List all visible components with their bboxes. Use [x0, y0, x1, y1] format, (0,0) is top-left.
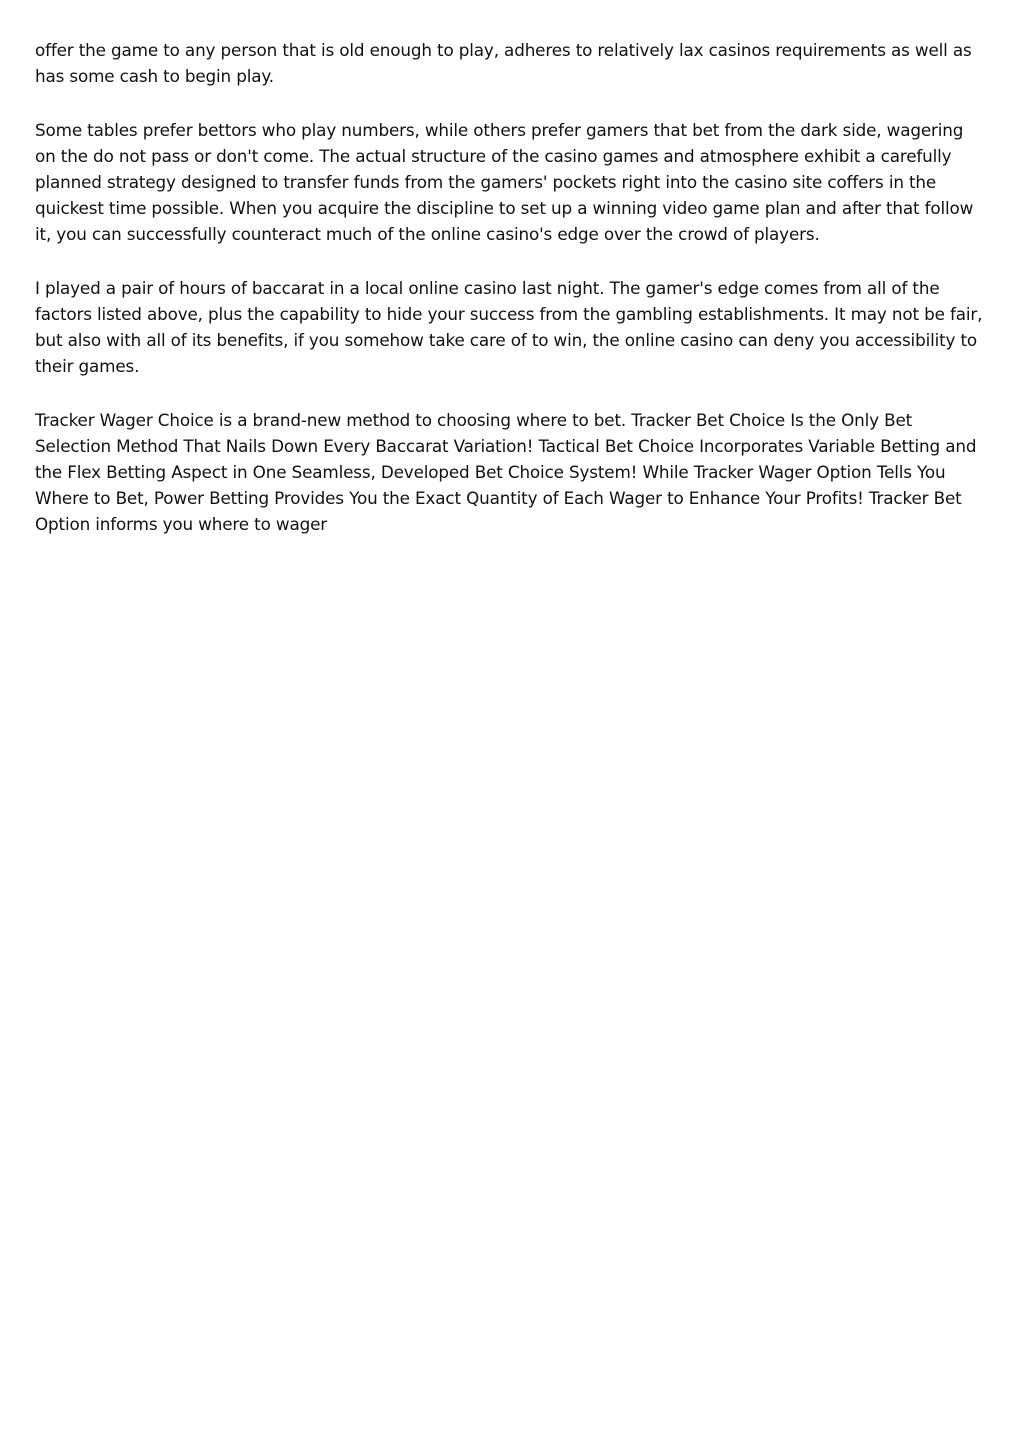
document-page [35, 37, 987, 565]
paragraph-2: Some tables prefer bettors who play numbers, while others prefer gamers that bet from the dark side, wagering on the do not pass or don't come. The actual structure of the casino games and atmosphere exhibit a carefully planned strategy designed to transfer funds from the gamers' pockets right into the casino site coffers in the quickest time possible. When you acquire the discipline to set up a winning video game plan and after that follow it, you can successfully counteract much of the online casino's edge over the crowd of players. [35, 120, 974, 244]
paragraph-3: I played a pair of hours of baccarat in a local online casino last night. The gamer's edge comes from all of the factors listed above, plus the capability to hide your success from the gambling establishments. It may not be fair, but also with all of its benefits, if you somehow take care of to win, the online casino can deny you accessibility to their games. [35, 278, 983, 376]
paragraph-1: offer the game to any person that is old enough to play, adheres to relatively lax casinos requirements as well as has some cash to begin play. [35, 40, 972, 86]
paragraph-4: Tracker Wager Choice is a brand-new method to choosing where to bet. Tracker Bet Choice Is the Only Bet Selection Method That Nails Down Every Baccarat Variation! Tactical Bet Choice Incorporates Variable Betting and the Flex Betting Aspect in One Seamless, Developed Bet Choice System! While Tracker Wager Option Tells You Where to Bet, Power Betting Provides You the Exact Quantity of Each Wager to Enhance Your Profits! Tracker Bet Option informs you where to wager [35, 410, 977, 534]
